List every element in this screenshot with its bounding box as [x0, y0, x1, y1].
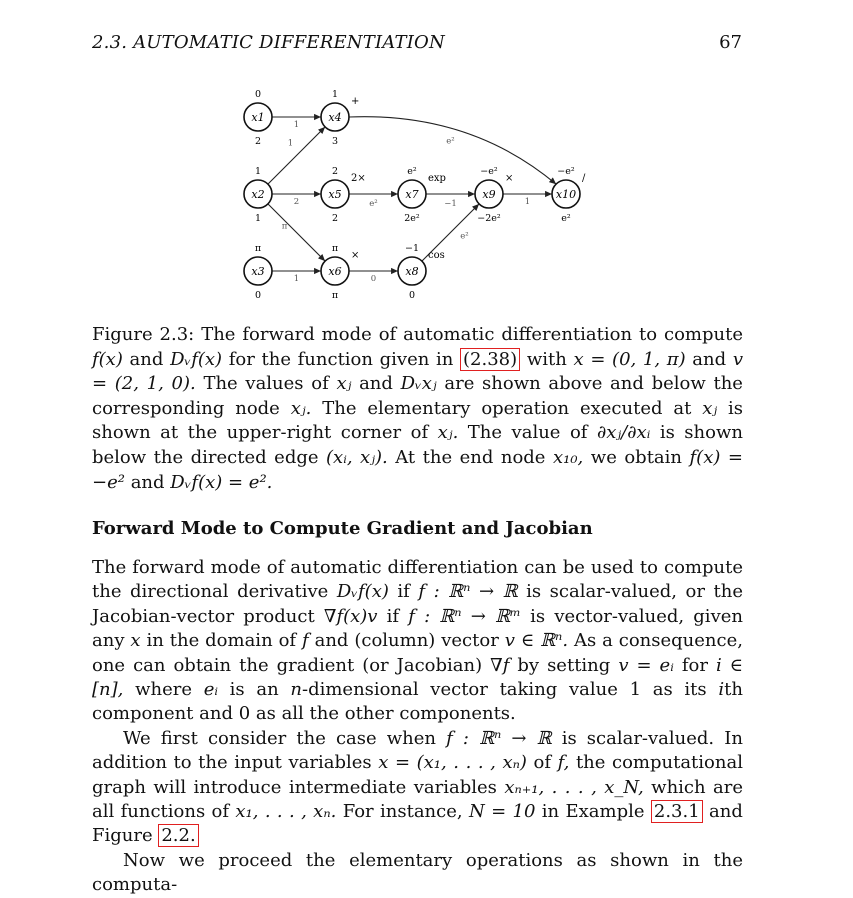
node-operation-x4: +: [351, 96, 360, 107]
body-math: x: [130, 630, 141, 652]
body-text-run: Now we proceed the elementary operations as shown in the computa-: [92, 849, 743, 896]
node-x3: [244, 243, 272, 301]
figure-computational-graph: [230, 84, 600, 306]
page-number: 67: [719, 32, 742, 53]
node-x7: [398, 166, 446, 224]
node-x8: [398, 243, 445, 301]
body-text: [92, 556, 743, 898]
body-text-run: th component and 0 as all the other components.: [92, 679, 743, 725]
node-value-x9: −e²: [480, 166, 498, 177]
node-label-x2: x2: [251, 188, 265, 201]
edge-x2-x6: [268, 204, 325, 261]
node-derivative-x2: 1: [254, 213, 262, 224]
caption-text: is shown below the directed edge: [92, 422, 743, 468]
body-math: v ∈ ℝⁿ.: [504, 630, 569, 652]
body-math: ∇f: [490, 654, 510, 676]
caption-math: f(x) = −e²: [92, 446, 743, 493]
node-value-x6: π: [331, 243, 339, 254]
caption-math: xⱼ: [702, 397, 718, 419]
body-text-run: by setting: [517, 654, 611, 676]
node-operation-x10: /: [582, 173, 586, 184]
caption-math: xⱼ.: [437, 422, 459, 444]
body-text-run: is vector-valued, given any: [92, 605, 743, 652]
caption-text: At the end node: [395, 446, 546, 468]
body-math: n: [290, 679, 302, 701]
edge-label-x2-x5: 2: [293, 197, 300, 207]
body-text-run: if: [397, 581, 410, 603]
caption-math: Dᵥxⱼ: [400, 373, 437, 395]
node-value-x5: 2: [331, 166, 339, 177]
edge-label-x6-x8: 0: [370, 274, 377, 284]
body-text-run: for: [681, 654, 708, 676]
body-text-run: The forward mode of automatic differentiation can be used to compute the directional derivative: [92, 557, 743, 603]
node-label-x10: x10: [555, 188, 577, 201]
caption-text: and: [692, 348, 727, 370]
node-x10: [552, 166, 586, 224]
body-math: xₙ₊₁, . . . , x_N,: [504, 776, 644, 798]
node-x6: [321, 243, 359, 301]
caption-math: f(x): [92, 348, 123, 370]
node-label-x8: x8: [405, 265, 419, 278]
node-derivative-x4: 3: [331, 136, 339, 147]
node-label-x1: x1: [251, 111, 265, 124]
node-x5: [321, 166, 366, 224]
caption-text: we obtain: [590, 446, 683, 468]
node-x4: [321, 89, 359, 147]
node-x1: [244, 89, 272, 147]
running-head: [92, 32, 742, 56]
example-reference-link[interactable]: 2.3.1: [651, 800, 703, 823]
caption-text: The elementary operation executed at: [322, 397, 692, 419]
caption-math: (xᵢ, xⱼ).: [326, 446, 388, 468]
node-label-x5: x5: [328, 188, 342, 201]
body-text-run: which are all functions of: [92, 776, 744, 823]
node-value-x2: 1: [254, 166, 262, 177]
caption-math: Dᵥf(x) = e².: [170, 471, 273, 493]
body-math: i ∈ [n],: [92, 654, 744, 701]
node-derivative-x1: 2: [254, 136, 262, 147]
node-label-x6: x6: [328, 265, 342, 278]
body-math: f : ℝⁿ → ℝᵐ: [408, 605, 521, 627]
node-x2: [244, 166, 272, 224]
caption-math: Dᵥf(x): [170, 348, 223, 370]
node-value-x10: −e²: [557, 166, 575, 177]
body-text-run: -dimensional vector taking value 1 as its: [302, 679, 707, 701]
body-text-run: where: [135, 679, 192, 701]
paragraph-2: [92, 727, 743, 849]
edge-label-x2-x6: π: [281, 221, 288, 232]
body-text-run: is an: [229, 679, 279, 701]
node-label-x9: x9: [482, 188, 496, 201]
body-math: Dᵥf(x): [336, 581, 389, 603]
caption-math: x₁₀,: [552, 446, 584, 468]
caption-text: and: [130, 471, 165, 493]
body-math: i: [718, 679, 725, 701]
node-derivative-x8: 0: [408, 290, 416, 301]
caption-math: ∂xⱼ/∂xᵢ: [596, 422, 651, 444]
body-math: f,: [557, 752, 570, 774]
node-label-x3: x3: [251, 265, 265, 278]
node-derivative-x9: −2e²: [477, 213, 501, 224]
figure-caption: [92, 323, 743, 495]
caption-text: The values of: [203, 373, 329, 395]
caption-math: v = (2, 1, 0).: [92, 348, 743, 395]
body-math: v = eᵢ: [618, 654, 674, 676]
node-value-x8: −1: [404, 243, 420, 254]
caption-math: xⱼ: [336, 373, 352, 395]
edge-label-x4-x10: e²: [446, 136, 455, 147]
node-derivative-x10: e²: [561, 213, 571, 224]
node-operation-x5: 2×: [351, 173, 366, 184]
edge-label-x3-x6: 1: [293, 274, 300, 284]
body-math: N = 10: [468, 801, 536, 823]
body-text-run: We first consider the case when: [123, 727, 437, 749]
body-text-run: As a consequence, one can obtain the gradient (or Jacobian): [92, 630, 743, 676]
paragraph-3: [92, 849, 743, 898]
caption-text: are shown above and below the corresponding node: [92, 373, 743, 419]
node-derivative-x3: 0: [254, 290, 262, 301]
edge-label-x5-x7: e²: [369, 199, 378, 209]
node-operation-x6: ×: [351, 250, 360, 261]
body-text-run: if: [386, 605, 400, 627]
caption-text: and: [359, 373, 393, 395]
edge-label-x8-x9: e²: [460, 231, 469, 242]
edge-x2-x4: [268, 127, 325, 184]
body-text-run: and (column) vector: [314, 630, 499, 652]
paragraph-1: [92, 556, 743, 727]
body-text-run: the computational graph will introduce intermediate variables: [92, 752, 743, 798]
body-math: ∇f(x)v: [323, 605, 378, 627]
body-math: x₁, . . . , xₙ.: [235, 801, 337, 823]
body-text-run: in Example: [541, 801, 645, 823]
body-text-run: is scalar-valued, or the Jacobian-vector product: [92, 581, 743, 627]
edge-label-x9-x10: 1: [524, 197, 531, 207]
node-value-x4: 1: [331, 89, 339, 100]
node-operation-x7: exp: [428, 173, 446, 184]
body-math: eᵢ: [203, 679, 218, 701]
edge-label-x1-x4: 1: [293, 120, 300, 130]
node-x9: [475, 166, 513, 224]
node-operation-x9: ×: [505, 173, 514, 184]
section-heading: Forward Mode to Compute Gradient and Jacobian: [92, 518, 593, 539]
body-text-run: For instance,: [342, 801, 463, 823]
caption-text: for the function given in: [228, 348, 454, 370]
caption-text: The value of: [467, 422, 588, 444]
node-label-x7: x7: [405, 188, 419, 201]
node-label-x4: x4: [328, 111, 342, 124]
running-head-title: 2.3. AUTOMATIC DIFFERENTIATION: [92, 32, 445, 53]
body-text-run: and Figure: [92, 801, 743, 847]
graph-svg: [230, 84, 600, 306]
caption-text: and: [129, 348, 164, 370]
caption-label: Figure 2.3:: [92, 324, 195, 345]
body-math: x = (x₁, . . . , xₙ): [378, 752, 527, 774]
caption-text: is shown at the upper-right corner of: [92, 397, 743, 444]
edge-label-x7-x9: −1: [444, 199, 457, 209]
body-math: f : ℝⁿ → ℝ: [446, 727, 552, 749]
edge-x4-x10: [349, 117, 556, 185]
body-math: f : ℝⁿ → ℝ: [418, 581, 518, 603]
body-text-run: is scalar-valued. In addition to the input variables: [92, 727, 743, 774]
node-value-x3: π: [254, 243, 262, 254]
equation-reference-link[interactable]: (2.38): [460, 348, 520, 371]
body-math: f: [302, 630, 309, 652]
node-value-x7: e²: [407, 166, 417, 177]
caption-math: x = (0, 1, π): [573, 348, 686, 370]
node-value-x1: 0: [254, 89, 262, 100]
node-operation-x8: cos: [428, 250, 445, 261]
caption-text: The forward mode of automatic differentiation to compute: [201, 324, 743, 345]
body-text-run: of: [533, 752, 552, 774]
node-derivative-x6: π: [331, 290, 339, 301]
figure-reference-link[interactable]: 2.2.: [158, 824, 198, 847]
body-text-run: in the domain of: [146, 630, 297, 652]
node-derivative-x5: 2: [331, 213, 339, 224]
edge-label-x2-x4: 1: [287, 138, 294, 149]
node-derivative-x7: 2e²: [404, 213, 420, 224]
caption-text: with: [526, 348, 567, 370]
caption-math: xⱼ.: [290, 397, 312, 419]
